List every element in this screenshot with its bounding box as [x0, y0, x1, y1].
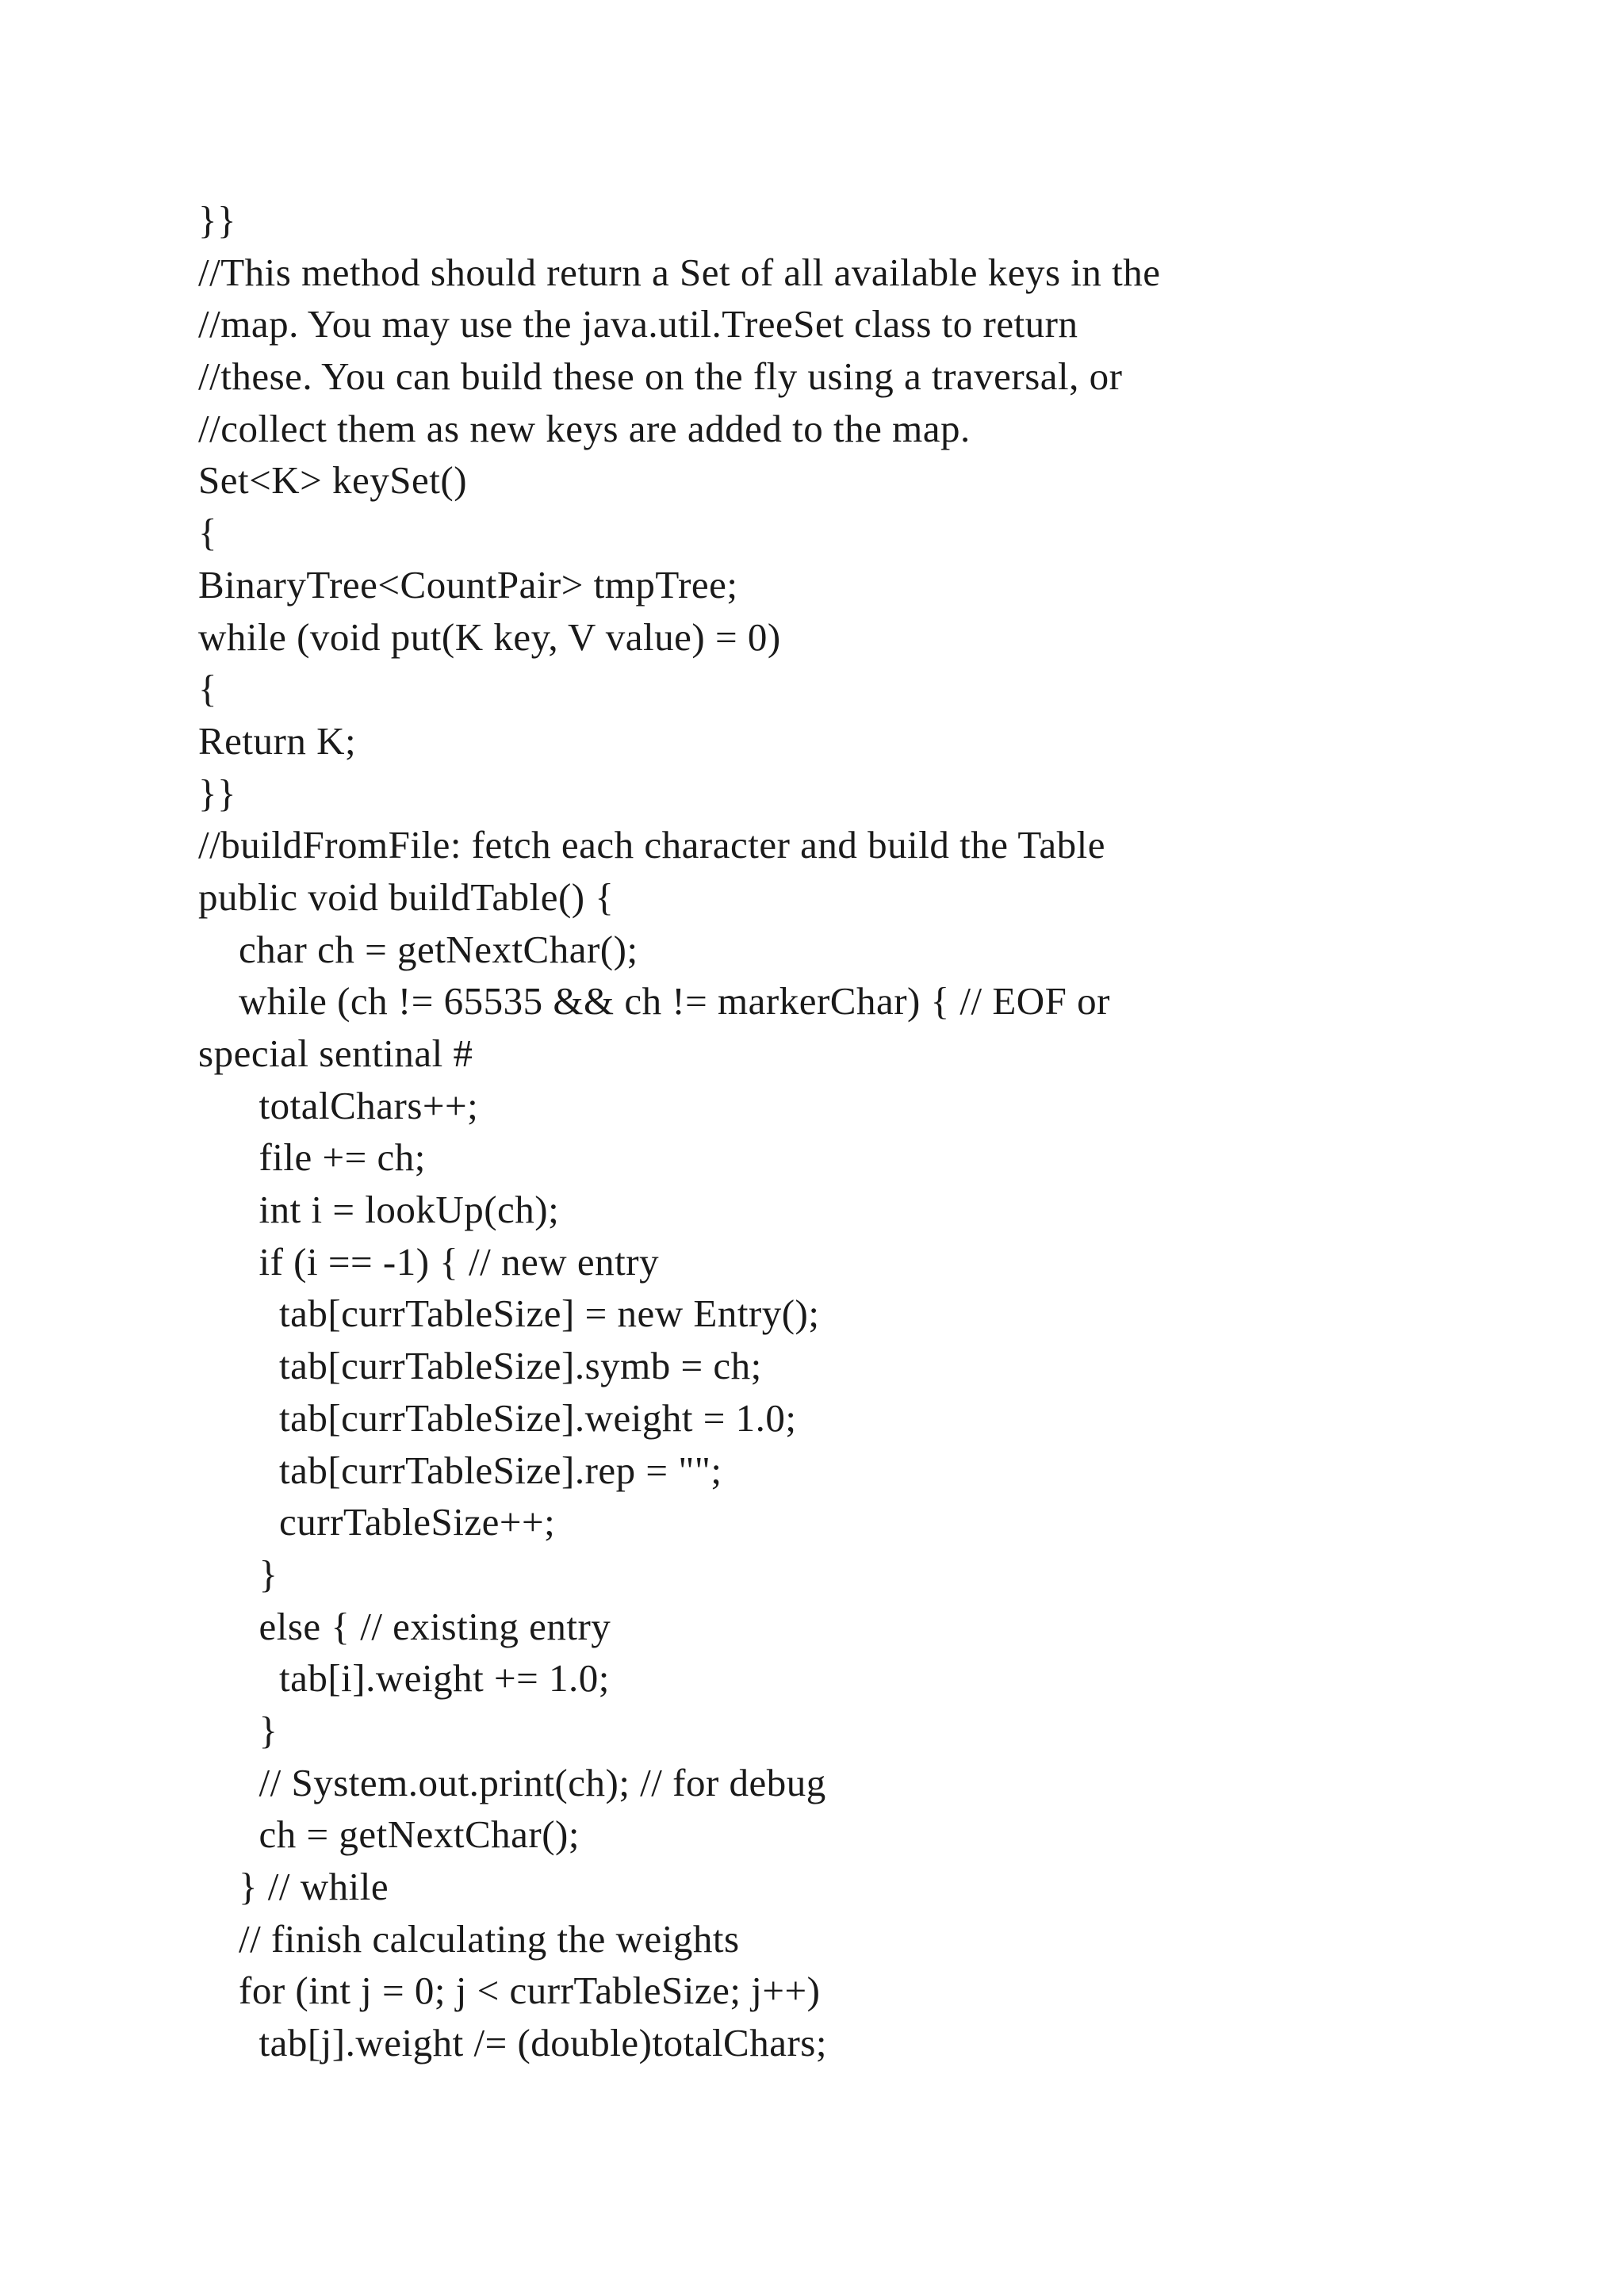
- text-line: //collect them as new keys are added to the map.: [198, 406, 971, 450]
- text-line: tab[i].weight += 1.0;: [198, 1656, 610, 1701]
- text-line: // finish calculating the weights: [198, 1916, 740, 1961]
- text-line: }: [198, 1552, 278, 1596]
- text-line: if (i == -1) { // new entry: [198, 1239, 660, 1284]
- text-line: } // while: [198, 1865, 389, 1908]
- text-line: //buildFromFile: fetch each character and build the Table: [198, 823, 1105, 867]
- text-line: tab[currTableSize].weight = 1.0;: [198, 1395, 797, 1440]
- text-line: }}: [198, 198, 237, 242]
- text-line: //map. You may use the java.util.TreeSet class to return: [198, 302, 1078, 346]
- code-text-block: [198, 194, 1435, 2069]
- text-line: }: [198, 1708, 278, 1752]
- text-line: tab[currTableSize] = new Entry();: [198, 1292, 820, 1336]
- text-line: char ch = getNextChar();: [198, 927, 638, 971]
- text-line: tab[j].weight /= (double)totalChars;: [198, 2021, 827, 2065]
- text-line: while (void put(K key, V value) = 0): [198, 614, 781, 659]
- text-line: totalChars++;: [198, 1083, 479, 1127]
- text-line: // System.out.print(ch); // for debug: [198, 1760, 826, 1804]
- text-line: else { // existing entry: [198, 1604, 611, 1648]
- text-line: for (int j = 0; j < currTableSize; j++): [198, 1969, 821, 2013]
- text-line: public void buildTable() {: [198, 874, 615, 919]
- text-line: Return K;: [198, 718, 357, 763]
- text-line: tab[currTableSize].rep = "";: [198, 1448, 722, 1492]
- text-line: int i = lookUp(ch);: [198, 1188, 560, 1232]
- text-line: file += ch;: [198, 1135, 426, 1180]
- text-line: ch = getNextChar();: [198, 1812, 580, 1857]
- text-line: while (ch != 65535 && ch != markerChar) { // EOF or: [198, 979, 1111, 1024]
- text-line: BinaryTree<CountPair> tmpTree;: [198, 562, 738, 607]
- text-line: //these. You can build these on the fly using a traversal, or: [198, 354, 1123, 399]
- text-line: special sentinal #: [198, 1031, 473, 1075]
- text-line: {: [198, 667, 218, 711]
- text-line: //This method should return a Set of all available keys in the: [198, 250, 1161, 294]
- text-line: Set<K> keySet(): [198, 458, 468, 503]
- text-line: {: [198, 511, 218, 555]
- text-line: tab[currTableSize].symb = ch;: [198, 1344, 762, 1388]
- text-line: currTableSize++;: [198, 1500, 556, 1544]
- text-line: }}: [198, 771, 237, 815]
